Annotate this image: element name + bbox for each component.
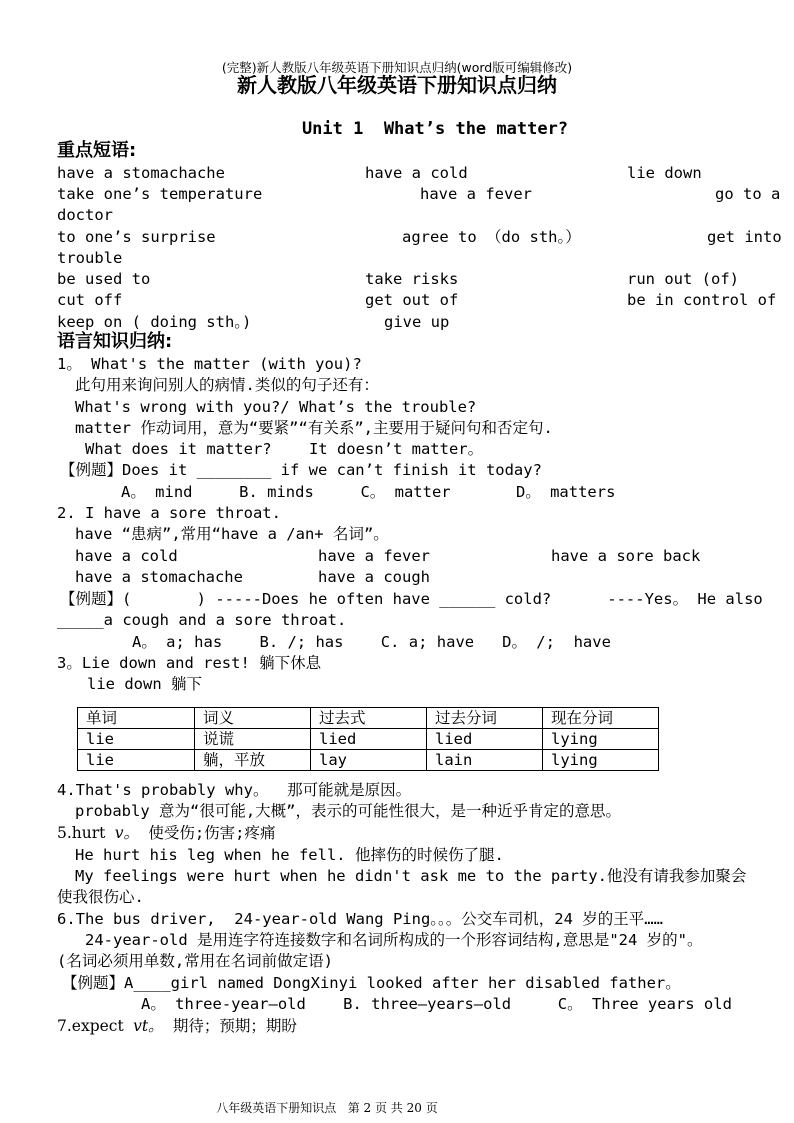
text-line: lie down 躺下 [87, 675, 202, 693]
phrase-item: have a cold [365, 164, 468, 182]
text-line: probably 意为“很可能,大概”，表示的可能性很大，是一种近乎肯定的意思。 [75, 802, 621, 820]
entry-word: 7.expect [57, 1017, 124, 1035]
table-cell: lie [78, 750, 195, 771]
phrase-item: run out (of) [627, 270, 739, 288]
phrase-item: agree to （do sth。） [402, 228, 581, 246]
table-row [78, 750, 659, 771]
table-cell: lay [311, 750, 427, 771]
text-line: He hurt his leg when he fell. 他摔伤的时候伤了腿. [75, 846, 504, 864]
table-cell: lied [311, 729, 427, 750]
phrase-item: lie down [627, 164, 702, 182]
phrase-item: take risks [365, 270, 459, 288]
phrase-item: trouble [57, 249, 123, 267]
part-of-speech: vt。 [133, 1017, 164, 1035]
unit-title: Unit 1 What’s the matter? [301, 119, 569, 139]
example-question: 【例题】A____girl named DongXinyi looked after her disabled father。 [62, 974, 681, 992]
phrase-item: take one’s temperature [57, 185, 263, 203]
text-line: 使我很伤心. [57, 888, 144, 906]
table-header-row [78, 708, 659, 729]
text-line: _____a cough and a sore throat. [57, 611, 347, 629]
text-line: What's wrong with you?/ What’s the trouble? [75, 398, 477, 416]
example-options: A。 three-year—old B. three—years—old C。 Three years old [141, 995, 732, 1013]
top-note: (完整)新人教版八年级英语下册知识点归纳(word版可编辑修改) [221, 60, 573, 75]
text-line: have a cough [318, 568, 430, 586]
phrase-item: give up [384, 313, 450, 331]
table-cell: lie [78, 729, 195, 750]
text-line: My feelings were hurt when he didn't ask me to the party.他没有请我参加聚会 [75, 867, 747, 885]
table-cell: lied [427, 729, 543, 750]
text-line: (名词必须用单数,常用在名词前做定语) [57, 952, 333, 970]
phrase-item: be used to [57, 270, 151, 288]
phrases-heading: 重点短语: [57, 140, 137, 161]
page-footer: 八年级英语下册知识点 第 2 页 共 20 页 [216, 1101, 438, 1115]
text-line: matter 作动词用，意为“要紧”“有关系”,主要用于疑问句和否定句. [75, 419, 553, 437]
phrase-item: cut off [57, 291, 123, 309]
text-line: have a fever [318, 547, 430, 565]
text-line: 3。Lie down and rest! 躺下休息 [57, 654, 322, 672]
phrase-item: get out of [365, 291, 459, 309]
phrase-item: keep on ( doing sth。) [57, 313, 252, 331]
table-cell: 说谎 [195, 729, 311, 750]
text-line: have a cold [75, 547, 178, 565]
phrase-item: doctor [57, 206, 113, 224]
table-header-cell: 词义 [195, 708, 311, 729]
text-line: 2. I have a sore throat. [57, 504, 281, 522]
table-cell: lying [543, 750, 659, 771]
example-options: A。 mind B. minds C。 matter D。 matters [121, 483, 616, 501]
table-cell: 躺，平放 [195, 750, 311, 771]
phrase-item: go to a [715, 185, 781, 203]
phrase-item: to one’s surprise [57, 228, 216, 246]
phrase-item: get into [707, 228, 782, 246]
example-question: 【例题】Does it ________ if we can’t finish it today? [60, 461, 542, 479]
table-cell: lying [543, 729, 659, 750]
entry-meaning: 期待；预期；期盼 [163, 1017, 297, 1035]
part-of-speech: v。 [114, 824, 140, 842]
entry-meaning: 使受伤;伤害;疼痛 [139, 824, 276, 842]
phrase-item: have a stomachache [57, 164, 225, 182]
phrase-item: have a fever [420, 185, 532, 203]
knowledge-heading: 语言知识归纳: [57, 331, 173, 352]
table-cell: lain [427, 750, 543, 771]
text-line: What does it matter? It doesn’t matter。 [85, 440, 484, 458]
text-line: 4.That's probably why。 那可能就是原因。 [57, 781, 412, 799]
text-line: have a stomachache [75, 568, 243, 586]
table-header-cell: 单词 [78, 708, 195, 729]
example-question: 【例题】( ) -----Does he often have ______ cold? ----Yes。 He also [60, 590, 763, 608]
example-options: A。 a; has B. /; has C. a; have D。 /; have [132, 633, 611, 651]
phrase-item: be in control of [627, 291, 777, 309]
table-header-cell: 过去式 [311, 708, 427, 729]
text-line [57, 1016, 297, 1036]
text-line: have a sore back [551, 547, 701, 565]
text-line: have “患病”,常用“have a /an+ 名词”。 [75, 525, 389, 543]
lie-forms-table [77, 707, 659, 771]
text-line: 6.The bus driver, 24-year-old Wang Ping。。。公交车司机，24 岁的王平…… [57, 910, 663, 928]
document-title: 新人教版八年级英语下册知识点归纳 [237, 73, 557, 97]
text-line [57, 823, 276, 843]
table-header-cell: 现在分词 [543, 708, 659, 729]
entry-word: 5.hurt [57, 824, 106, 842]
table-row [78, 729, 659, 750]
text-line: 1。 What's the matter (with you)? [57, 355, 362, 373]
text-line: 24-year-old 是用连字符连接数字和名词所构成的一个形容词结构,意思是"24 岁的"。 [85, 931, 703, 949]
text-line: 此句用来询问别人的病情.类似的句子还有： [75, 376, 379, 394]
table-header-cell: 过去分词 [427, 708, 543, 729]
